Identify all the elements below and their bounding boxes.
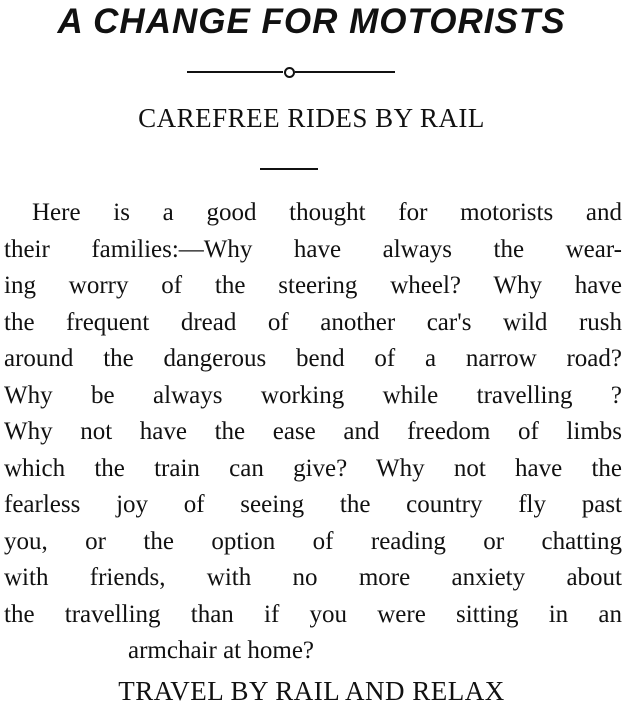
body-line: which the train can give? Why not have the	[4, 454, 622, 482]
body-line: fearless joy of seeing the country fly past	[4, 491, 622, 518]
body-line: you, or the option of reading or chatting	[4, 527, 622, 555]
rule-line-right	[295, 71, 395, 73]
rule-line-left	[187, 71, 283, 73]
body-line: around the dangerous bend of a narrow road?	[4, 345, 622, 372]
headline: A CHANGE FOR MOTORISTS	[57, 2, 566, 41]
body-line: Why not have the ease and freedom of limbs	[4, 418, 622, 445]
body-line: ing worry of the steering wheel? Why have	[4, 272, 622, 299]
body-line: the travelling than if you were sitting in an	[4, 600, 622, 628]
ornamental-rule	[187, 64, 395, 80]
subheading: CAREFREE RIDES BY RAIL	[138, 103, 485, 133]
body-line: their families:—Why have always the wear-	[4, 235, 622, 263]
body-paragraph	[4, 195, 622, 670]
rule-circle-ornament	[284, 67, 295, 78]
short-divider	[260, 168, 318, 170]
body-line: Why be always working while travelling ?	[4, 381, 622, 409]
body-line: Here is a good thought for motorists and	[32, 199, 622, 226]
body-line: the frequent dread of another car's wild rush	[4, 308, 622, 336]
body-line: armchair at home?	[128, 637, 315, 664]
body-line: with friends, with no more anxiety about	[4, 564, 622, 591]
slogan: TRAVEL BY RAIL AND RELAX	[118, 676, 505, 706]
